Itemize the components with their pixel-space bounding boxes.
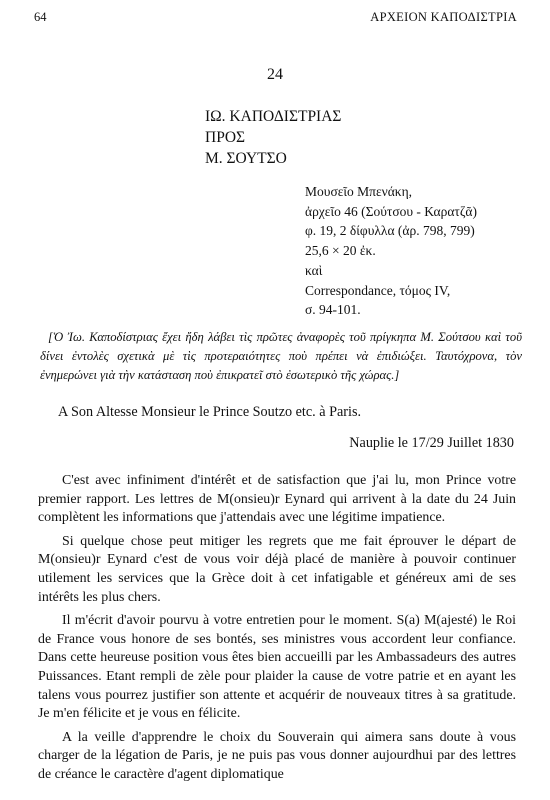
source-reference <box>305 182 477 320</box>
running-head <box>34 10 517 26</box>
source-line: ἀρχεῖο 46 (Σούτσου - Καρατζᾶ) <box>305 203 477 219</box>
heading-preposition: ΠΡΟΣ <box>205 129 246 146</box>
addressee-line: A Son Altesse Monsieur le Prince Soutzo etc. à Paris. <box>58 404 362 420</box>
letter-body <box>38 472 516 790</box>
source-line: φ. 19, 2 δίφυλλα (ἀρ. 798, 799) <box>305 223 475 239</box>
letter-heading <box>205 106 341 169</box>
body-paragraph: Il m'écrit d'avoir pourvu à votre entretien pour le moment. S(a) M(ajesté) le Roi de France vous honore de ses bontés, ses ministres vous accordent leur confiance. Dans cette heureuse position vous êtes bien accueilli par les Ambassadeurs des autres Puissances. Etant rempli de zèle pour plaider la cause de votre patrie et en ayant les talens vous pourrez justifier son attente et acquérir de nouveaux titres à sa gratitude. Je m'en félicite et je vous en félicite. <box>38 613 516 722</box>
archive-title: ΑΡΧΕΙΟΝ ΚΑΠΟΔΙΣΤΡΙΑ <box>370 10 517 24</box>
source-line: σ. 94-101. <box>305 302 361 318</box>
source-line: 25,6 × 20 ἐκ. <box>305 243 376 259</box>
body-paragraph: Si quelque chose peut mitiger les regrets que me fait éprouver le départ de M(onsieu)r Eynard c'est de vous voir déjà placé de manière à pouvoir continuer utilement les services que la Grèce doit à cet infatigable et généreux ami de ses intérêts les plus chers. <box>38 533 516 605</box>
source-line: Μουσεῖο Μπενάκη, <box>305 184 413 199</box>
source-line: Correspondance, τόμος IV, <box>305 282 451 298</box>
heading-recipient: Μ. ΣΟΥΤΣΟ <box>205 150 287 167</box>
editorial-summary: [Ὁ Ἰω. Καποδίστριας ἔχει ἤδη λάβει τὶς πρῶτες ἀναφορὲς τοῦ πρίγκηπα Μ. Σούτσου καὶ τοῦ δίνει ἐντολὲς σχετικὰ μὲ τὶς προτεραιότητες ποὺ πρέπει νὰ ἐπιδιώξει. Ταυτόχρονα, τὸν ἐνημερώνει γιὰ τὴν κατάσταση ποὺ ἐπικρατεῖ στὸ ἐσωτερικὸ τῆς χώρας.] <box>40 330 522 382</box>
heading-sender: ΙΩ. ΚΑΠΟΔΙΣΤΡΙΑΣ <box>205 108 342 125</box>
page-number: 64 <box>34 10 47 24</box>
source-line: καὶ <box>305 262 323 278</box>
body-paragraph: C'est avec infiniment d'intérêt et de satisfaction que j'ai lu, mon Prince votre premier rapport. Les lettres de M(onsieu)r Eynard qui arrivent à la date du 24 Juin complètent les informations que j'attendais avec une légitime impatience. <box>38 473 516 526</box>
dateline: Nauplie le 17/29 Juillet 1830 <box>349 435 514 451</box>
body-paragraph: A la veille d'apprendre le choix du Souverain qui aimera sans doute à vous charger de la légation de Paris, je ne puis pas vous donner aujourdhui par des lettres de créance le caractère d'agent diplomatique <box>38 729 516 782</box>
document-number: 24 <box>267 66 283 83</box>
